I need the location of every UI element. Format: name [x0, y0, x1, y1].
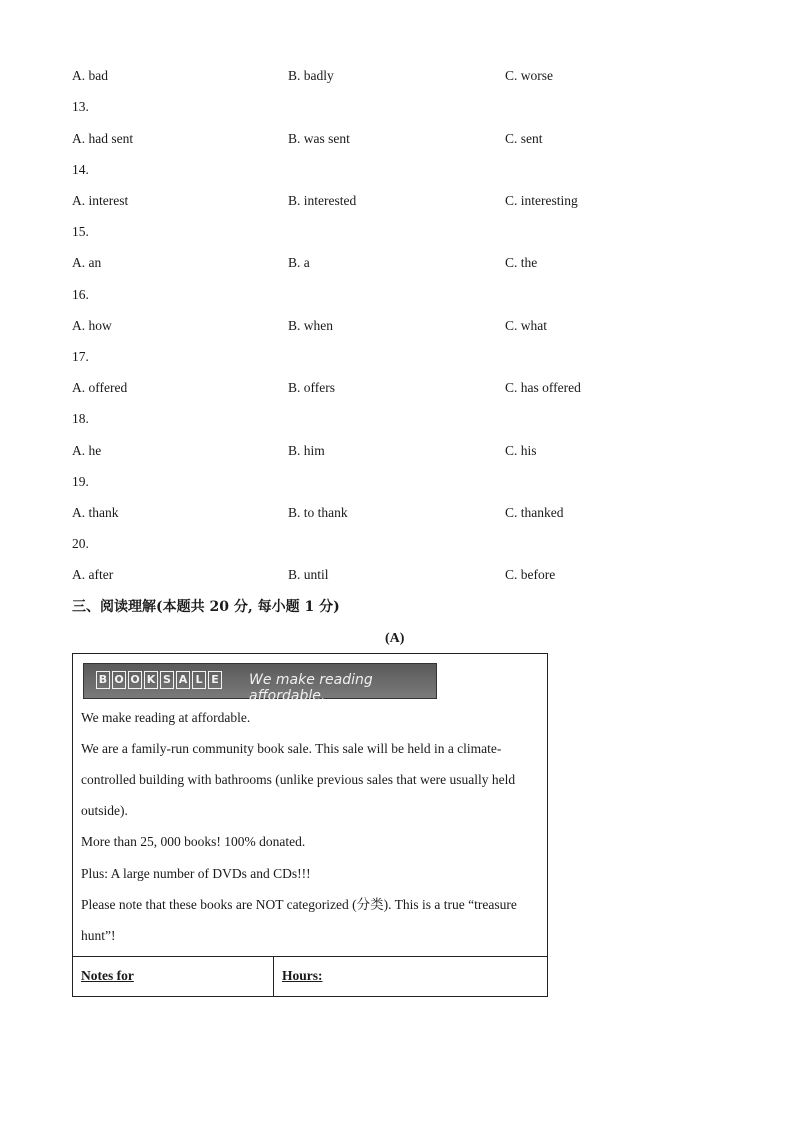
option-a: A. how: [72, 318, 112, 333]
option-a: A. thank: [72, 505, 119, 520]
ad-paragraph: We are a family-run community book sale. This sale will be held in a climate-controlled building with bathrooms (unlike previous sales that were usually held outside).: [81, 741, 516, 818]
question-number: 15.: [72, 224, 89, 239]
logo-letter: E: [208, 671, 222, 689]
passage-label: (A): [385, 631, 405, 646]
option-b: B. a: [288, 255, 310, 270]
booksale-logo: [96, 671, 222, 689]
logo-letter: S: [160, 671, 174, 689]
question-number: 19.: [72, 474, 89, 489]
option-row: [72, 441, 722, 461]
option-a: A. offered: [72, 380, 128, 395]
question-number: 16.: [72, 287, 89, 302]
option-c: C. worse: [505, 68, 553, 83]
question-number: 18.: [72, 411, 89, 426]
option-b: B. him: [288, 443, 325, 458]
option-a: A. interest: [72, 193, 129, 208]
option-row: [72, 129, 722, 149]
book-sale-ad: [72, 653, 548, 997]
option-c: C. thanked: [505, 505, 564, 520]
question-number: 17.: [72, 349, 89, 364]
option-b: B. until: [288, 567, 329, 582]
ad-paragraph: More than 25, 000 books! 100% donated.: [81, 834, 306, 849]
option-row: [72, 191, 722, 211]
question-number: 13.: [72, 99, 89, 114]
logo-letter: A: [176, 671, 190, 689]
option-a: A. had sent: [72, 131, 134, 146]
hours-label: Hours:: [282, 968, 323, 983]
banner-tagline: We make reading affordable.: [249, 672, 373, 704]
option-c: C. what: [505, 318, 547, 333]
option-c: C. before: [505, 567, 556, 582]
option-row: [72, 378, 722, 398]
ad-paragraph: Please note that these books are NOT categorized (分类). This is a true “treasure hunt”!: [81, 897, 517, 943]
option-b: B. badly: [288, 68, 334, 83]
option-b: B. when: [288, 318, 333, 333]
option-b: B. interested: [288, 193, 357, 208]
option-b: B. offers: [288, 380, 335, 395]
logo-letter: K: [144, 671, 158, 689]
book-sale-banner: [83, 663, 437, 704]
question-number: 20.: [72, 536, 89, 551]
question-number: 14.: [72, 162, 89, 177]
cell-divider: [273, 957, 274, 997]
notes-label: Notes for: [81, 968, 134, 983]
option-row: [72, 316, 722, 336]
option-c: C. his: [505, 443, 537, 458]
logo-letter: O: [128, 671, 142, 689]
option-c: C. the: [505, 255, 538, 270]
option-b: B. to thank: [288, 505, 348, 520]
option-a: A. he: [72, 443, 102, 458]
section-title: 三、阅读理解(本题共 20 分, 每小题 1 分): [72, 599, 340, 615]
option-row: [72, 66, 722, 86]
option-a: A. after: [72, 567, 114, 582]
option-b: B. was sent: [288, 131, 350, 146]
option-a: A. bad: [72, 68, 108, 83]
option-c: C. has offered: [505, 380, 581, 395]
option-c: C. sent: [505, 131, 543, 146]
option-row: [72, 503, 722, 523]
logo-letter: L: [192, 671, 206, 689]
ad-paragraph: We make reading at affordable.: [81, 710, 251, 725]
logo-letter: O: [112, 671, 126, 689]
ad-paragraph: Plus: A large number of DVDs and CDs!!!: [81, 866, 311, 881]
option-row: [72, 253, 722, 273]
notes-hours-row: [73, 956, 547, 996]
option-a: A. an: [72, 255, 102, 270]
option-c: C. interesting: [505, 193, 578, 208]
logo-letter: B: [96, 671, 110, 689]
option-row: [72, 565, 722, 585]
